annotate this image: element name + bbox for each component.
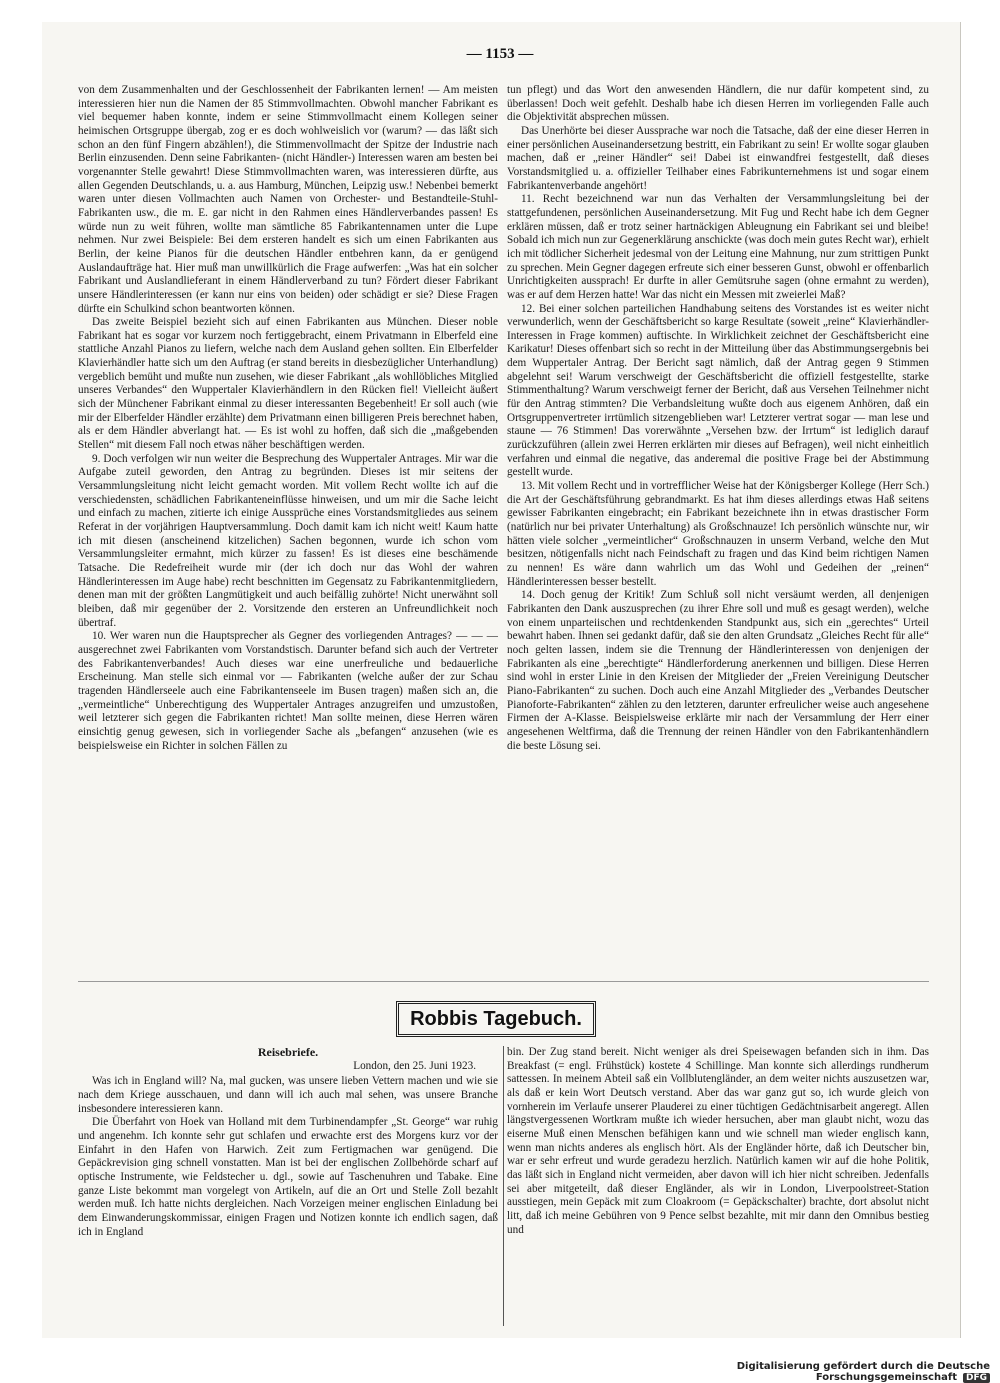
article-heading: Reisebriefe. xyxy=(257,1045,319,1059)
paragraph: von dem Zusammenhalten und der Geschlossenheit der Fabrikanten lernen! — Am meisten interessieren hier nun die Namen der 85 Stimmvollmachten. Obwohl mancher Fabrikant es viel bequemer haben konnte, indem er seine Stimmvollmacht einem Kollegen seiner heimischen Ortsgruppe übergab, zog er es doch wohlweislich vor (warum? — das läßt sich schon an den fünf Fingern abzählen!), die Stimmenvollmacht der Spitze der Industrie nach Berlin einzusenden. Denn seine Fabrikanten- (nicht Händler-) Interessen waren am besten bei vorgenannter Stelle gewahrt! Diese Stimmvollmachten waren, was interessieren dürfte, aus allen Gegenden Deutschlands, u. a. aus Hamburg, München, Leipzig usw.! Nebenbei bemerkt waren unter diesen Vollmachten auch Namen von Orchester- und Bestandteile-Stuhl-Fabrikanten usw., die m. E. gar nicht in den Rahmen eines Händlerverbandes passen! Es würde nun zu weit führen, wollte man sämtliche 85 Fabrikantennamen unter die Lupe nehmen. Nur zwei Beispiele: Bei dem ersteren handelt es sich um einen Fabrikanten aus Berlin, der keine Pianos für die deutschen Händler entbehren kann, da er genügend Auslandaufträge hat. Hier muß man unwillkürlich die Frage aufwerfen: „Was hat ein solcher Fabrikant und Auslandlieferant in einem Händlerverband zu tun? Fördert dieser Fabrikant unsere Händlerinteressen (er kann nur eins von beiden) oder schädigt er sie? Diese Fragen dürfte ein Schulkind schon beantworten können. xyxy=(78,84,498,315)
paragraph: 11. Recht bezeichnend war nun das Verhalten der Versammlungsleitung bei der stattgefundenen, persönlichen Auseinandersetzung. Mit Fug und Recht habe ich dem Gegner erklären müssen, daß er trotz seiner hartnäckigen Ableugnung ein Fabrikant sei und bleibe! Sobald ich mich nun zur Gegenerklärung anschickte (was doch mein gutes Recht war), erhielt ich mit tödlicher Sicherheit jedesmal von der Leitung eine Mahnung, nur zum strittigen Punkt zu sprechen. Mein Gegner dagegen erfreute sich einer besseren Gunst, obwohl er offenbarlich Unrichtigkeiten aussprach! Er durfte in aller Gemütsruhe sagen (ohne ermahnt zu werden), was er auf dem Herzen hatte! War das nicht ein Messen mit zweierlei Maß? xyxy=(507,193,929,301)
paragraph: bin. Der Zug stand bereit. Nicht weniger als drei Speisewagen befanden sich in ihm. Das Breakfast (= engl. Frühstück) kostete 4 Schillinge. Man konnte sich allerdings rundherum sattessen. In meinem Abteil saß ein Vollblutengländer, an dem weiter nichts auszusetzen war, als daß er kein Wort Deutsch verstand. Aber das war ganz gut so, ich wurde gleich von vornherein im Verlaufe unserer Plauderei zu einer tüchtigen Gedächtnisarbeit angeregt. Allen längstvergessenen Wortkram mußte ich wieder hersuchen, aber man glaubt nicht, wozu das eiserne Muß einen Menschen befähigen kann und wie schnell man wieder englisch kann, wenn man nichts anderes als englisch hört. Als der Engländer hörte, daß ich Deutscher bin, war er sehr erfreut und wurde geradezu herzlich. Natürlich kamen wir auf die hohe Politik, das läßt sich in England nicht vermeiden, aber davon will ich hier nicht schreiben. Jedenfalls sei aber mitgeteilt, daß dieser Engländer, als wir in London, Liverpoolstreet-Station ausstiegen, mein Gepäck mit zum Cloakroom (= Gepäckschalter) brachte, dort absolut nicht litt, daß ich meine Gebühren von 9 Pence selbst bezahlte, mit mir dann den Omnibus bestieg und xyxy=(507,1046,929,1236)
paragraph: Was ich in England will? Na, mal gucken, was unsere lieben Vettern machen und wie sie nach dem Kriege ausschauen, und dann will ich auch mal sehen, was unsere Branche insbesondere interessieren kann. xyxy=(78,1075,498,1115)
paragraph: 14. Doch genug der Kritik! Zum Schluß soll nicht versäumt werden, all denjenigen Fabrikanten den Dank auszusprechen (zu ihrer Ehre soll und muß es gesagt werden), welche von einem unparteiischen und rechtdenkenden Standpunkt aus, sich ein „gerechtes“ Urteil bewahrt haben. Ihnen sei gedankt dafür, daß sie den alten Grundsatz „Gleiches Recht für alle“ noch gelten lassen, indem sie die Trennung der Händlerinteressen von denjenigen der Fabrikanten als eine „berechtigte“ Händlerforderung anerkennen und billigen. Diese Herren sind wohl in erster Linie in den Kreisen der Mitglieder der „Freien Vereinigung Deutscher Piano-Fabrikanten“ zu suchen. Doch auch eine Anzahl Mitglieder des „Verbandes Deutscher Pianoforte-Fabrikanten“ zählen zu den letzteren, darunter erfreulicher weise auch angesehene Firmen der A-Klasse. Beispielsweise erklärte mir nach der Versammlung der Herr einer angesehenen Weltfirma, daß die Trennung der reinen Händler von den Fabrikantenhändlern die beste Lösung sei. xyxy=(507,589,929,752)
dfg-logo: DFG xyxy=(963,1373,990,1383)
paragraph: 9. Doch verfolgen wir nun weiter die Besprechung des Wuppertaler Antrages. Mir war die Aufgabe zuteil geworden, den Antrag zu begründen. Dieses ist mir seitens der Versammlungsleitung nicht leicht gemacht worden. Mit vollem Recht wollte ich auf die verschiedensten, schädlichen Fabrikanteneinflüsse hinweisen, und um mir die Sache leicht und einfach zu machen, zitierte ich einige Aussprüche eines Vorstandsmitgliedes aus seinem Referat in der vorjährigen Hauptversammlung. Doch damit kam ich nicht weit! Kaum hatte ich mit diesen (anscheinend kitzelichen) Sachen begonnen, wurde ich schon vom Versammlungsleiter ermahnt, mich kürzer zu fassen! Es ist dieses eine beschämende Tatsache. Die Redefreiheit wurde mir (der ich doch nur das Wohl der wahren Händlerinteressen im Auge habe) recht beschnitten im Gegensatz zu Fabrikantenmitgliedern, denen man mit der größten Langmütigkeit und auch beifällig zuhörte! Nicht unerwähnt soll bleiben, daß mir gegenüber der 2. Vorsitzende den ersteren an Unfreundlichkeit noch übertraf. xyxy=(78,452,498,629)
article-dateline: London, den 25. Juni 1923. xyxy=(353,1059,476,1072)
paragraph: Das Unerhörte bei dieser Aussprache war noch die Tatsache, daß der eine dieser Herren in einer persönlichen Auseinandersetzung bestritt, ein Fabrikant zu sein! Er wollte sogar glauben machen, daß er „reiner Händler“ sei! Dabei ist einwandfrei festgestellt, daß dieses Vorstandsmitglied u. a. offizieller Teilhaber eines Fabrikunternehmens ist und sogar einem Fabrikantenverbande angehört! xyxy=(507,124,929,192)
paragraph: Die Überfahrt von Hoek van Holland mit dem Turbinendampfer „St. George“ war ruhig und angenehm. Ich konnte sehr gut schlafen und erwachte erst des Morgens kurz vor der Einfahrt in den Hafen von Harwich. Zeit zum Fertigmachen war genügend. Die Gepäckrevision ging schnell vonstatten. Man ist bei der englischen Zollbehörde scharf auf optische Instrumente, wie Feldstecher u. dgl., sowie auf Taschenuhren und Tabake. Eine ganze Liste bekommt man vorgelegt von Artikeln, auf die an Ort und Stelle Zoll bezahlt werden muß. Ich hatte nichts dergleichen. Nach Vorzeigen meiner englischen Einladung bei dem Einwanderungskommissar, einigen Fragen und Notizen konnte ich endlich sagen, daß ich in England xyxy=(78,1116,498,1238)
paragraph: 13. Mit vollem Recht und in vortrefflicher Weise hat der Königsberger Kollege (Herr Sch.) die Art der Geschäftsführung gebrandmarkt. Es hat ihm dieses allerdings etwas Haß seitens gewisser Fabrikanten eingebracht; ein Fabrikant bezeichnete ihn in etwas drastischer Form (natürlich nur bei privater Unterhaltung) als Großschnauze! Ich persönlich wünschte nur, wir hätten viele solcher „vermeintlicher“ Großschnauzen in unserm Verband, welche den Mut besitzen, nötigenfalls nicht nach Feindschaft zu fragen und das Kind beim richtigen Namen zu nennen! Es wäre dann wahrlich um das Wohl und Gedeihen der „reinen“ Händlerinteressen besser bestellt. xyxy=(507,480,929,588)
section-divider xyxy=(78,981,929,982)
page-number: — 1153 — xyxy=(466,46,534,62)
paragraph: 12. Bei einer solchen parteilichen Handhabung seitens des Vorstandes ist es weiter nicht verwunderlich, wenn der Geschäftsbericht so karge Resultate (soweit „reine“ Klavierhändler-Interessen in Frage kommen) auftischte. In Wirklichkeit zeichnet der Geschäftsbericht eine Karikatur! Dieses offenbart sich so recht in der Mitteilung über das Abstimmungsergebnis bei dem Wuppertaler Antrag. Der Bericht sagt nämlich, daß der Antrag gegen 9 Stimmen abgelehnt sei! Warum verschweigt der Geschäftsbericht die offiziell festgestellte, starke Stimmenthaltung? Warum verschweigt ferner der Bericht, daß aus Versehen Teilnehmer nicht für den Antrag stimmten? Die Verbandsleitung wußte doch aus eigenem Anhören, daß ein Ortsgruppenvertreter irrtümlich sitzengeblieben war! Letzterer vertrat sogar — man lese und staune — 76 Stimmen! Das vorerwähnte „Versehen bzw. der Irrtum“ ist lediglich darauf zurückzuführen (allein zwei Herren erklärten mir dieses auf Befragen), weil nicht einheitlich verfahren und einmal die negative, das anderemal die positive Frage bei der Abstimmung gestellt wurde. xyxy=(507,302,929,479)
footer-credit xyxy=(610,1361,990,1383)
paragraph: Das zweite Beispiel bezieht sich auf einen Fabrikanten aus München. Dieser noble Fabrikant hat es sogar vor kurzem noch fertiggebracht, einem Privatmann in Elberfeld eine stattliche Anzahl Pianos zu liefern, welche nach dem Ausland gehen sollten. Ein Elberfelder Klavierhändler hatte sich um den Auftrag (er stand bereits in diesbezüglicher Unterhandlung) vergeblich bemüht und mußte nun zusehen, wie dieser Fabrikant „als wohllöbliches Mitglied unseres Verbandes“ den Wuppertaler Klavierhändlern in den Rücken fiel! Vielleicht äußert sich der Münchener Fabrikant einmal zu dieser interessanten Begebenheit! Er soll auch (wie mir der Elberfelder Händler erzählte) dem Privatmann einen billigeren Preis berechnet haben, als er dem Händler abverlangt hat. — Es ist wohl zu hoffen, daß sich die „maßgebenden Stellen“ mit diesem Fall noch etwas näher beschäftigen werden. xyxy=(78,316,498,452)
column-rule xyxy=(503,1046,504,1326)
column-left-top xyxy=(78,84,498,753)
footer-text: Digitalisierung gefördert durch die Deutsche Forschungsgemeinschaft xyxy=(736,1361,990,1383)
column-right-bottom xyxy=(507,1046,929,1237)
section-title: Robbis Tagebuch. xyxy=(396,1001,596,1037)
paragraph: 10. Wer waren nun die Hauptsprecher als Gegner des vorliegenden Antrages? — — — ausgerechnet zwei Fabrikanten vom Vorstandstisch. Darunter befand sich auch der Vertreter des Fabrikantenverbandes! Auch dieses war eine unerfreuliche und bedauerliche Erscheinung. Man stelle sich einmal vor — Fabrikanten (welche außer der zur Schau tragenden Händlerseele auch eine Fabrikantenseele im Busen tragen) maßen sich an, die „vermeintliche“ Unberechtigung des Wuppertaler Antrages anzugreifen und umzustoßen, weil letzterer sich gegen die Fabrikanten richtet! Man sollte meinen, diese Herren wären einsichtig genug gewesen, sich in vorliegender Sache als „befangen“ anzusehen (wie es beispielsweise ein Richter in solchen Fällen zu xyxy=(78,630,498,752)
column-right-top xyxy=(507,84,929,753)
column-left-bottom xyxy=(78,1046,498,1239)
paragraph: tun pflegt) und das Wort den anwesenden Händlern, die nur dafür kompetent sind, zu überlassen! Doch weit gefehlt. Deshalb habe ich diesen Herren im vorliegenden Falle auch die Objektivität absprechen müssen. xyxy=(507,84,929,124)
